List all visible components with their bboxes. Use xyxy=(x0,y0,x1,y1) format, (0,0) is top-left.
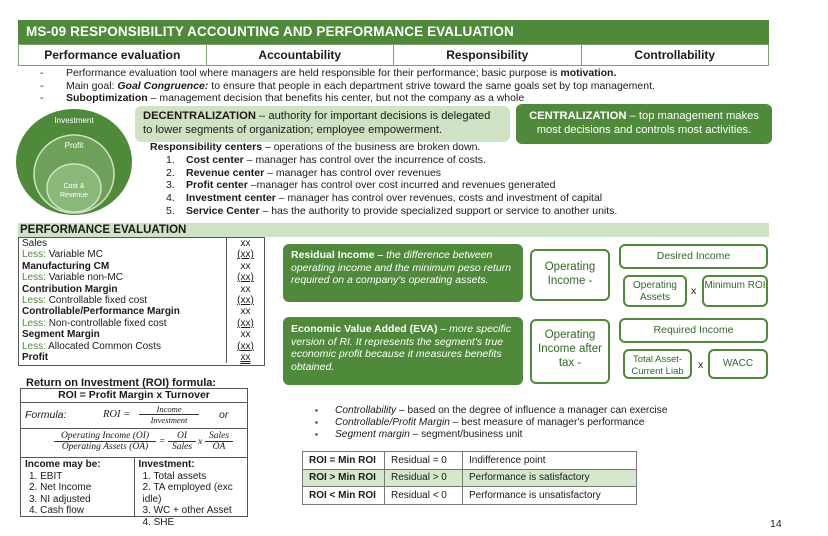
page-number: 14 xyxy=(770,518,782,530)
roi-comparison-table xyxy=(302,451,637,505)
table-row: Less: Variable MC (xx) xyxy=(19,249,264,260)
circle-label-profit: Profit xyxy=(64,141,84,150)
list-item: ▪ Controllability – based on the degree of influence a manager can exercise xyxy=(315,405,795,417)
bullet-item: - Performance evaluation tool where managers are held responsible for their performance; basic purpose is motivation. xyxy=(40,67,780,80)
minimum-roi-box: Minimum ROI xyxy=(702,275,768,307)
table-row: Manufacturing CM xx xyxy=(19,261,264,272)
topic-accountability: Accountability xyxy=(207,45,395,65)
roi-expanded-formula: Operating Income (OI) Operating Assets (OA) = OI Sales x Sales OA xyxy=(21,429,247,458)
list-item: ▪ Segment margin – segment/business unit xyxy=(315,429,795,441)
roi-formula-box xyxy=(20,388,248,528)
list-item: 4. Investment center – manager has control over revenues, costs and investment of capital xyxy=(166,192,603,205)
circle-label-revenue: Revenue xyxy=(59,192,89,199)
table-row: Less: Allocated Common Costs (xx) xyxy=(19,341,264,352)
operating-income-box: Operating Income - xyxy=(530,249,610,301)
decentralization-box: DECENTRALIZATION – authority for important decisions is delegated to lower segments of organization; employee empowerment. xyxy=(135,106,510,142)
list-item: ▪ Controllable/Profit Margin – best measure of manager's performance xyxy=(315,417,795,429)
responsibility-centers-heading: Responsibility centers – operations of the business are broken down. xyxy=(150,141,481,153)
roi-formula-row: Formula: ROI = Income Investment or xyxy=(21,403,247,429)
multiply-sign: x xyxy=(698,359,704,371)
required-income-box: Required Income xyxy=(619,318,768,343)
table-row: Profit xx xyxy=(19,352,264,363)
table-row: Contribution Margin xx xyxy=(19,284,264,295)
circle-label-investment: Investment xyxy=(54,116,94,125)
table-row: Less: Controllable fixed cost (xx) xyxy=(19,295,264,306)
desired-income-box: Desired Income xyxy=(619,244,768,269)
list-item: 1. Cost center – manager has control over the incurrence of costs. xyxy=(166,153,486,166)
centralization-box: CENTRALIZATION – top management makes most decisions and controls most activities. xyxy=(516,104,772,144)
table-row: Controllable/Performance Margin xx xyxy=(19,306,264,317)
section-title-performance-evaluation: PERFORMANCE EVALUATION xyxy=(18,223,769,237)
responsibility-centers xyxy=(150,141,670,218)
page-title: MS-09 RESPONSIBILITY ACCOUNTING AND PERFORMANCE EVALUATION xyxy=(18,20,769,44)
income-statement-table xyxy=(18,237,265,366)
operating-assets-box: Operating Assets xyxy=(623,275,687,307)
multiply-sign: x xyxy=(691,285,697,297)
table-row: ROI = Min ROI Residual = 0 Indifference point xyxy=(303,452,637,470)
topic-controllability: Controllability xyxy=(634,48,716,62)
responsibility-circles-diagram xyxy=(12,106,138,218)
residual-income-box: Residual Income – the difference between operating income and the minimum peso return required on a company's operating assets. xyxy=(283,244,523,302)
investment-list: Investment: 1. Total assets 2. TA employed (exc idle) 3. WC + other Asset 4. SHE xyxy=(138,459,233,528)
topic-responsibility: Responsibility xyxy=(394,45,582,65)
bullet-item: - Suboptimization – management decision that benefits his center, but not the company as a whole xyxy=(40,92,780,105)
topic-header-row xyxy=(18,44,769,66)
eva-box: Economic Value Added (EVA) – more specific version of RI. It represents the segment's true economic profit because it measures benefits obtained. xyxy=(283,317,523,385)
list-item: 3. Profit center –manager has control over cost incurred and revenues generated xyxy=(166,179,556,192)
circle-label-cost: Cost & xyxy=(63,183,85,190)
intro-bullets xyxy=(40,67,780,105)
topic-performance-evaluation: Performance evaluation xyxy=(19,45,207,65)
list-item: 2. Revenue center – manager has control over revenues xyxy=(166,166,442,179)
wacc-box: WACC xyxy=(708,349,768,379)
table-row: ROI > Min ROI Residual > 0 Performance is satisfactory xyxy=(303,469,637,487)
roi-formula-title: Return on Investment (ROI) formula: xyxy=(26,377,217,389)
income-may-be-list: Income may be: 1. EBIT 2. Net Income 3. NI adjusted 4. Cash flow xyxy=(21,458,135,516)
bullet-item: - Main goal: Goal Congruence: to ensure that people in each department strive toward the same goals set by top management. xyxy=(40,80,780,93)
definition-notes xyxy=(315,405,795,441)
table-row: Sales xx xyxy=(19,238,264,249)
table-row: Segment Margin xx xyxy=(19,329,264,340)
table-row: Less: Variable non-MC (xx) xyxy=(19,272,264,283)
table-row: Less: Non-controllable fixed cost (xx) xyxy=(19,318,264,329)
table-row: ROI < Min ROI Residual < 0 Performance is unsatisfactory xyxy=(303,487,637,505)
list-item: 5. Service Center – has the authority to provide specialized support or service to another units. xyxy=(166,204,618,217)
operating-income-after-tax-box: Operating Income after tax - xyxy=(530,319,610,384)
roi-formula-line: ROI = Profit Margin x Turnover xyxy=(21,389,247,403)
total-asset-current-liab-box: Total Asset-Current Liab xyxy=(623,349,692,379)
